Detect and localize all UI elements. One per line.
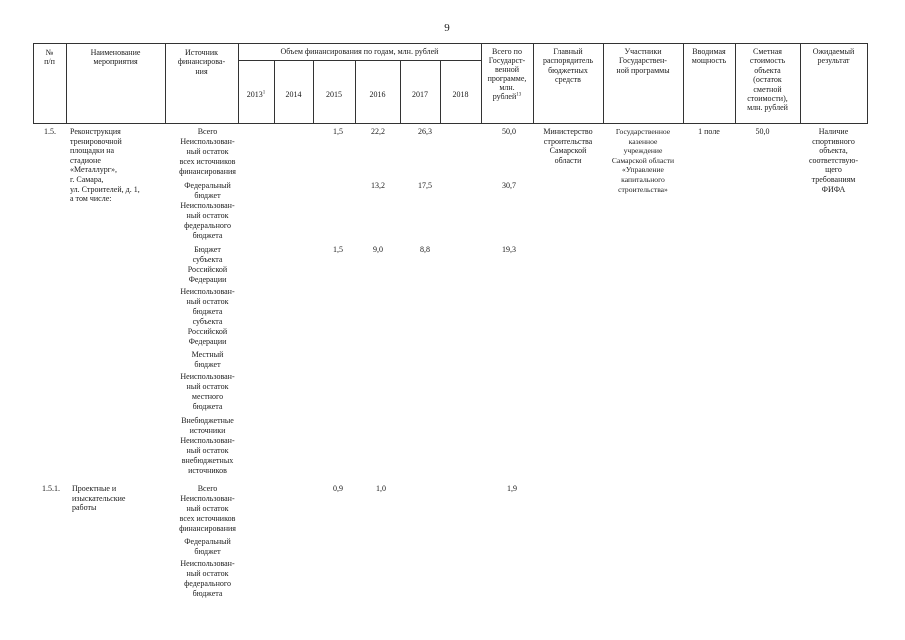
table-top-border: [33, 43, 867, 44]
header-year-2017: 2017: [412, 90, 428, 99]
capacity-cell: 1 поле: [698, 127, 720, 136]
source-line: бюджета: [192, 307, 223, 316]
source-line: источники: [189, 426, 226, 435]
source-line: Неиспользован-: [180, 372, 235, 381]
source-line: ный остаток: [186, 297, 229, 306]
source-line: местного: [191, 392, 224, 401]
source-line: ный остаток: [186, 446, 229, 455]
header-estimate: Сметная стоимость объекта (остаток сметной стоимости), млн. рублей: [747, 47, 788, 113]
result-cell: Наличие спортивного объекта, соответствую- щего требованиям ФИФА: [808, 127, 858, 194]
source-line: ный остаток: [186, 504, 229, 513]
source-line: бюджета: [192, 589, 223, 598]
value-2016: 13,2: [371, 181, 385, 190]
source-line: Бюджет: [194, 245, 221, 254]
source-line: ный остаток: [186, 382, 229, 391]
header-num: № п/п: [44, 48, 55, 67]
source-line: бюджета: [192, 231, 223, 240]
source-line: субъекта: [192, 317, 223, 326]
col-line: [867, 43, 868, 124]
value-2015: 1,5: [333, 127, 343, 136]
source-line: финансирования: [179, 524, 236, 533]
value-2016: 9,0: [373, 245, 383, 254]
header-volume: Объем финансирования по годам, млн. рублей: [280, 47, 439, 56]
header-year-2014: 2014: [285, 90, 302, 99]
source-line: бюджета: [192, 402, 223, 411]
source-line: Внебюджетные: [181, 416, 234, 425]
value-total: 30,7: [502, 181, 516, 190]
header-name: Наименование мероприятия: [90, 48, 141, 67]
value-2015: 1,5: [333, 245, 343, 254]
source-line: федерального: [184, 221, 231, 230]
source-line: Неиспользован-: [180, 137, 235, 146]
value-total: 50,0: [502, 127, 516, 136]
source-line: ный остаток: [186, 147, 229, 156]
source-line: Всего: [197, 484, 218, 493]
source-line: всех источников: [179, 157, 236, 166]
source-line: Федеральный: [184, 537, 231, 546]
source-line: финансирования: [179, 167, 236, 176]
source-line: бюджет: [194, 360, 221, 369]
header-manager: Главный распорядитель бюджетных средств: [542, 47, 594, 85]
source-line: внебюджетных: [181, 456, 234, 465]
value-2016: 1,0: [376, 484, 386, 493]
source-line: Неиспользован-: [180, 559, 235, 568]
header-participants: Участники Государствен- ной программы: [616, 47, 670, 75]
estimate-cell: 50,0: [755, 127, 770, 136]
table-header-bottom: [33, 123, 867, 124]
source-line: Федерации: [188, 337, 227, 346]
source-line: Неиспользован-: [180, 201, 235, 210]
header-year-2016: 2016: [369, 90, 386, 99]
value-total: 1,9: [507, 484, 517, 493]
manager-cell: Министерство строительства Самарской области: [543, 127, 593, 165]
source-line: Неиспользован-: [180, 494, 235, 503]
source-line: Неиспользован-: [180, 436, 235, 445]
source-line: федерального: [184, 579, 231, 588]
header-year-2015: 2015: [326, 90, 342, 99]
source-line: ный остаток: [186, 211, 229, 220]
value-2017: 26,3: [418, 127, 432, 136]
row-name: Реконструкция тренировочной площадки на стадионе «Металлург», г. Самара, ул. Строителей, д. 1, а том числе:: [70, 127, 140, 204]
source-line: Российской: [187, 265, 228, 274]
header-year-2018: 2018: [452, 90, 469, 99]
header-total: Всего по Государст- венной программе, млн. рублей$^{13}$: [487, 47, 527, 101]
source-line: бюджет: [194, 191, 221, 200]
value-total: 19,3: [502, 245, 516, 254]
source-line: всех источников: [179, 514, 236, 523]
row-number: 1.5.: [44, 127, 56, 136]
source-line: Российской: [187, 327, 228, 336]
source-line: бюджет: [194, 547, 221, 556]
source-line: источников: [188, 466, 227, 475]
row-name: Проектные и изыскательские работы: [72, 484, 126, 513]
source-line: ный остаток: [186, 569, 229, 578]
page-number: 9: [444, 22, 450, 34]
header-result: Ожидаемый результат: [812, 47, 855, 66]
source-line: субъекта: [192, 255, 223, 264]
participants-cell: Государственное казенное учреждение Самарской области «Управление капитального строительства»: [611, 127, 675, 194]
header-source: Источник финансирова- ния: [177, 48, 226, 76]
header-capacity: Вводимая мощность: [691, 47, 727, 66]
row-number: 1.5.1.: [42, 484, 60, 493]
header-year-2013: 2013$^1$: [246, 90, 266, 99]
value-2015: 0,9: [333, 484, 343, 493]
source-line: Местный: [191, 350, 224, 359]
source-line: Всего: [197, 127, 218, 136]
source-line: Федеральный: [184, 181, 231, 190]
source-line: Федерации: [188, 275, 227, 284]
value-2017: 17,5: [418, 181, 432, 190]
value-2016: 22,2: [371, 127, 385, 136]
source-line: Неиспользован-: [180, 287, 235, 296]
value-2017: 8,8: [420, 245, 430, 254]
